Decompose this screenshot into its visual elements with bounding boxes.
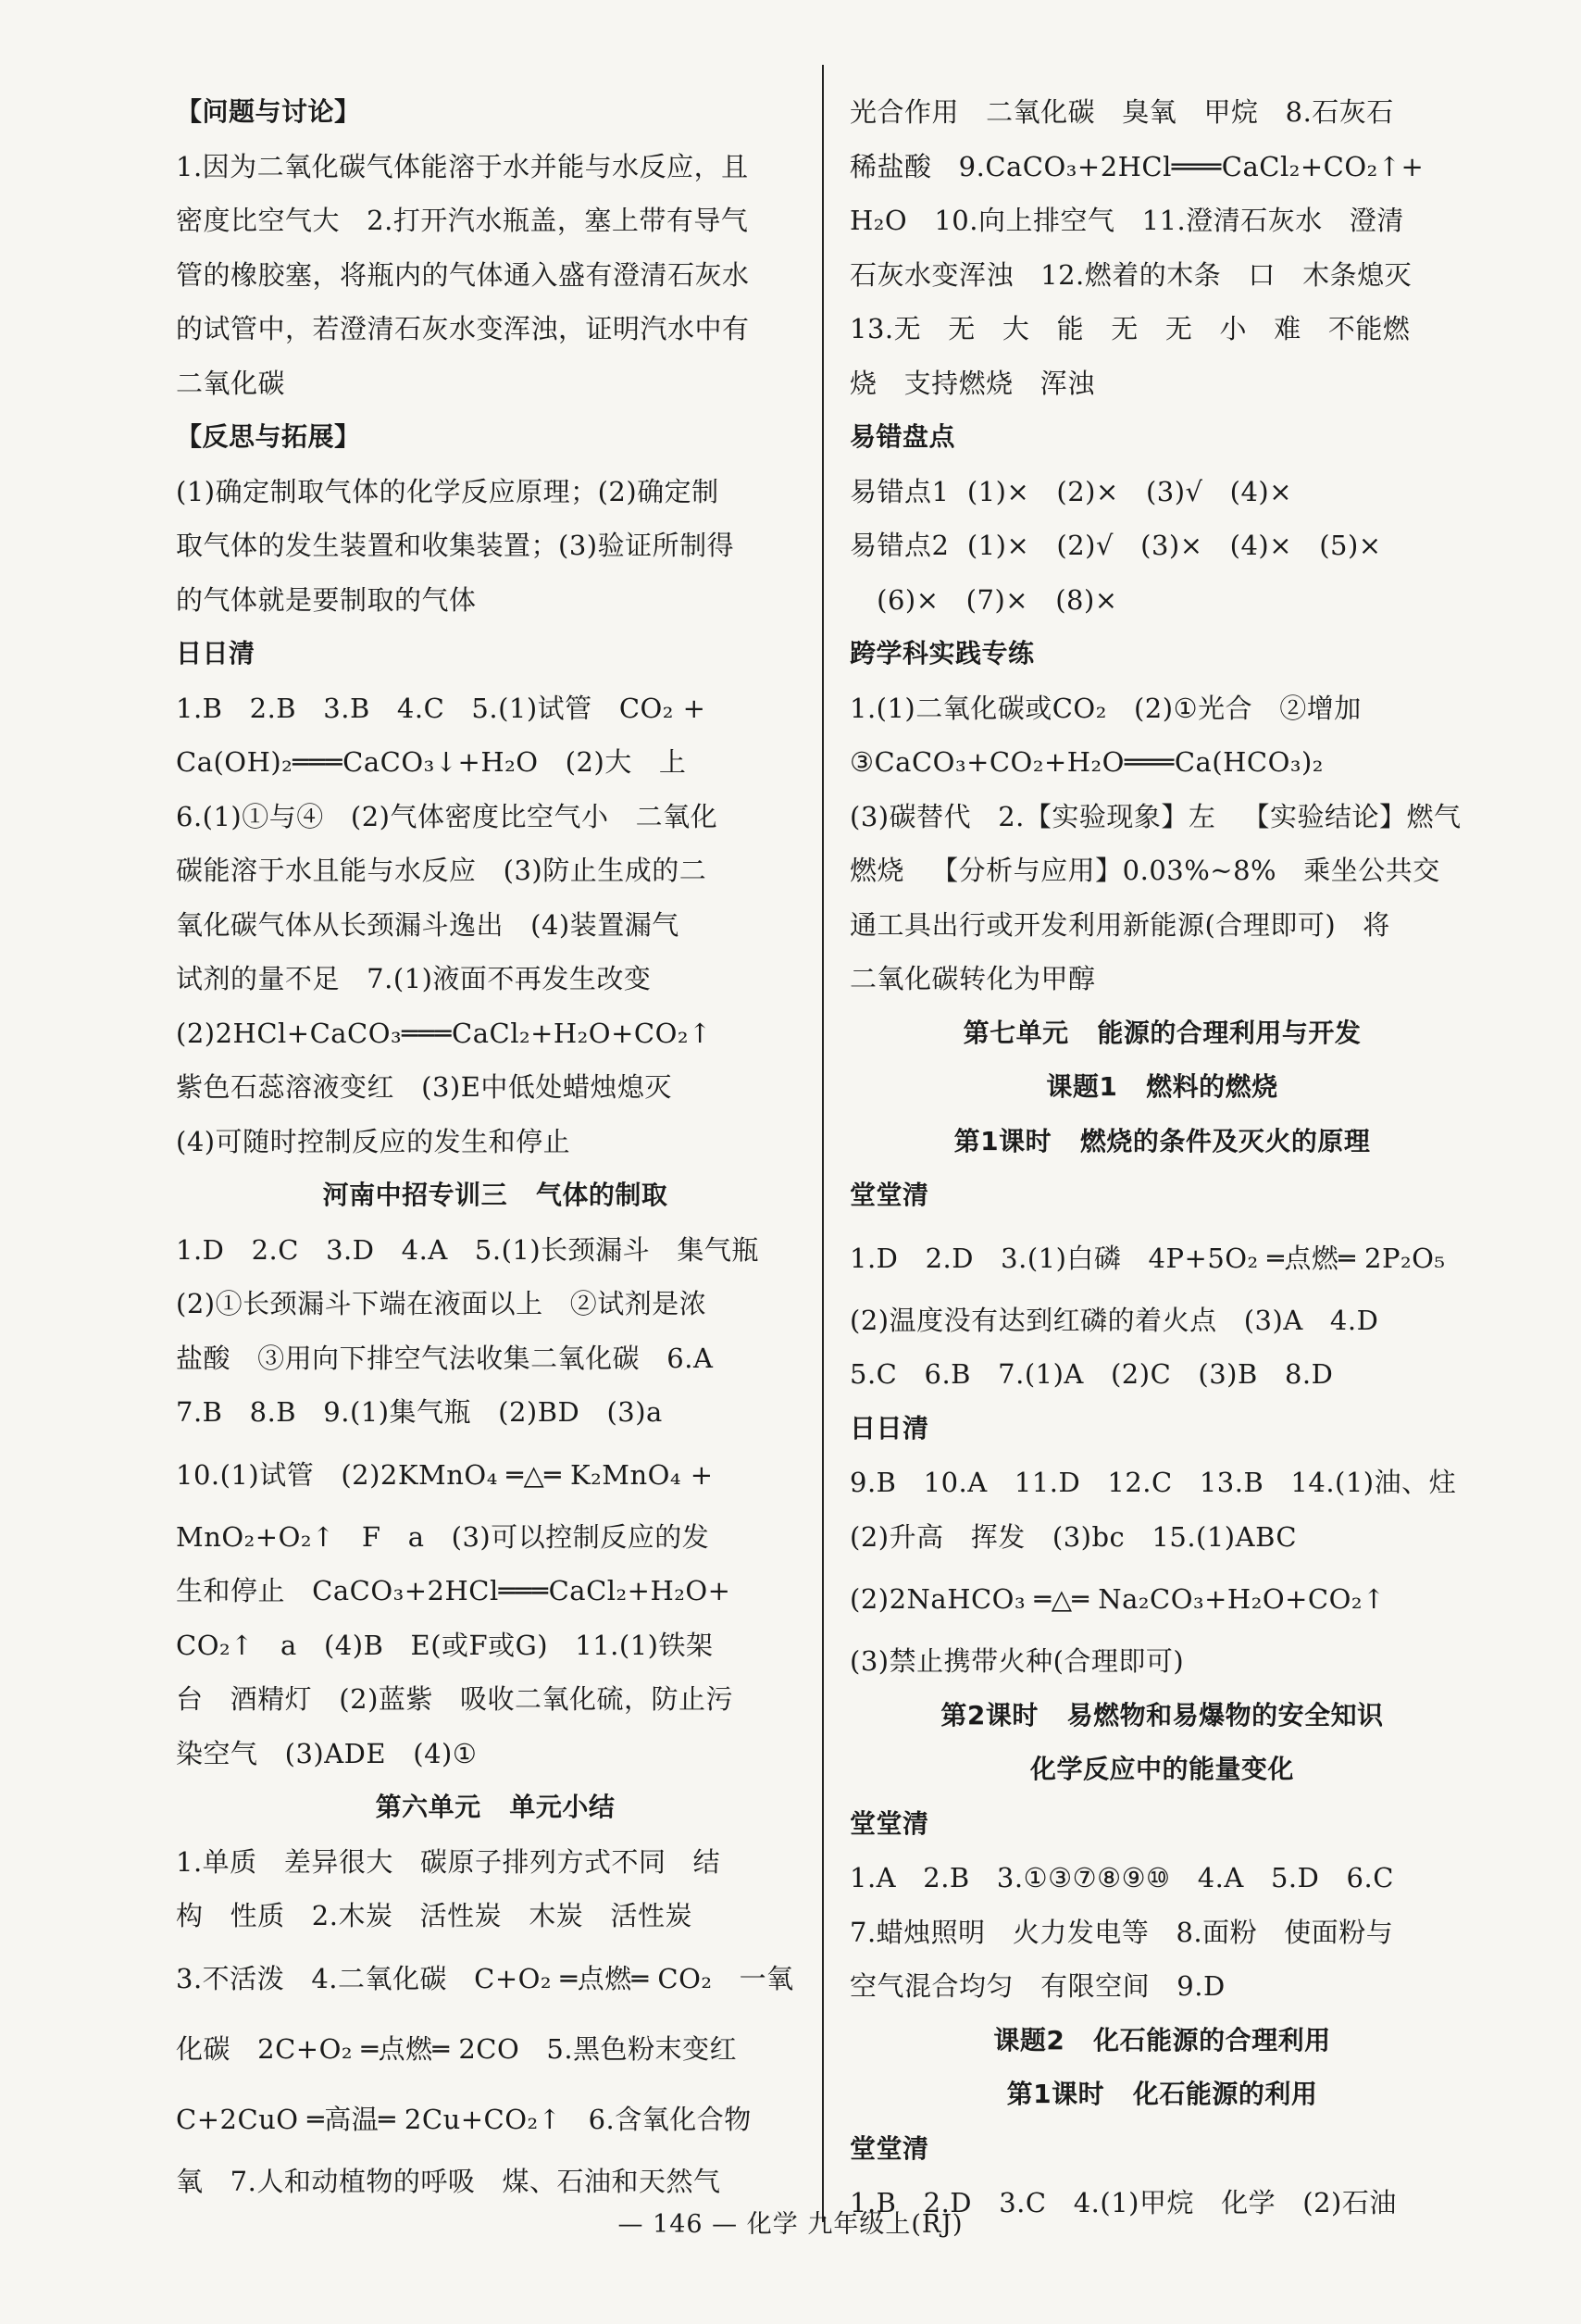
text-line: CO₂↑ a (4)B E(或F或G) 11.(1)铁架	[176, 1629, 714, 1661]
section-heading: 易错盘点	[850, 421, 956, 452]
text-line: (2)温度没有达到红磷的着火点 (3)A 4.D	[850, 1304, 1379, 1336]
text-line: 盐酸 ③用向下排空气法收集二氧化碳 6.A	[176, 1342, 714, 1374]
section-heading: 堂堂清	[850, 2132, 929, 2164]
section-heading: 第2课时 易燃物和易爆物的安全知识	[940, 1699, 1384, 1731]
section-heading: 河南中招专训三 气体的制取	[322, 1180, 668, 1210]
section-heading: 堂堂清	[850, 1180, 929, 1210]
text-line: ③CaCO₃+CO₂+H₂O═══Ca(HCO₃)₂	[850, 746, 1324, 778]
text-line: 管的橡胶塞，将瓶内的气体通入盛有澄清石灰水	[176, 258, 750, 291]
text-line: 生和停止 CaCO₃+2HCl═══CaCl₂+H₂O+	[176, 1575, 731, 1606]
text-line: 紫色石蕊溶液变红 (3)E中低处蜡烛熄灭	[176, 1071, 672, 1103]
text-line: 1.D 2.C 3.D 4.A 5.(1)长颈漏斗 集气瓶	[176, 1233, 759, 1266]
text-line: 空气混合均匀 有限空间 9.D	[850, 1970, 1226, 2002]
text-line: 烧 支持燃烧 浑浊	[850, 367, 1095, 399]
text-line: (1)确定制取气体的化学反应原理；(2)确定制	[176, 475, 719, 507]
text-line: 易错点2 (1)× (2)√ (3)× (4)× (5)×	[850, 530, 1382, 561]
text-line: (2)2NaHCO₃ ═△═ Na₂CO₃+H₂O+CO₂↑	[850, 1583, 1386, 1615]
section-heading: 第七单元 能源的合理利用与开发	[963, 1017, 1362, 1048]
text-line: 石灰水变浑浊 12.燃着的木条 口 木条熄灭	[850, 258, 1413, 291]
text-line: 7.蜡烛照明 火力发电等 8.面粉 使面粉与	[850, 1916, 1394, 1948]
text-line: 1.B 2.B 3.B 4.C 5.(1)试管 CO₂ +	[176, 692, 706, 724]
section-heading: 第1课时 化石能源的利用	[1006, 2079, 1318, 2109]
section-heading: 第1课时 燃烧的条件及灭火的原理	[953, 1125, 1371, 1156]
text-line: 6.(1)①与④ (2)气体密度比空气小 二氧化	[176, 800, 718, 832]
text-line: (3)碳替代 2.【实验现象】左 【实验结论】燃气	[850, 800, 1462, 832]
text-line: 氧化碳气体从长颈漏斗逸出 (4)装置漏气	[176, 908, 679, 941]
column-divider	[822, 65, 824, 2222]
text-line: 构 性质 2.木炭 活性炭 木炭 活性炭	[176, 1900, 692, 1931]
section-heading: 课题1 燃料的燃烧	[1046, 1071, 1278, 1102]
text-line: 氧 7.人和动植物的呼吸 煤、石油和天然气	[176, 2165, 721, 2197]
text-line: 7.B 8.B 9.(1)集气瓶 (2)BD (3)a	[176, 1396, 663, 1428]
text-line: 1.D 2.D 3.(1)白磷 4P+5O₂ ═点燃═ 2P₂O₅	[850, 1242, 1446, 1274]
text-line: (2)升高 挥发 (3)bc 15.(1)ABC	[850, 1520, 1298, 1553]
text-line: 的试管中，若澄清石灰水变浑浊，证明汽水中有	[176, 313, 750, 344]
text-line: 碳能溶于水且能与水反应 (3)防止生成的二	[176, 855, 707, 886]
text-line: C+2CuO ═高温═ 2Cu+CO₂↑ 6.含氧化合物	[176, 2103, 752, 2135]
text-line: 染空气 (3)ADE (4)①	[176, 1737, 478, 1769]
section-heading: 【问题与讨论】	[176, 96, 361, 127]
text-line: (4)可随时控制反应的发生和停止	[176, 1125, 571, 1157]
text-line: 化碳 2C+O₂ ═点燃═ 2CO 5.黑色粉末变红	[176, 2032, 738, 2065]
page-footer: — 146 — 化学 九年级上(RJ)	[617, 2210, 964, 2239]
text-line: 光合作用 二氧化碳 臭氧 甲烷 8.石灰石	[850, 96, 1394, 128]
section-heading: 跨学科实践专练	[850, 638, 1035, 668]
text-line: 易错点1 (1)× (2)× (3)√ (4)×	[850, 475, 1293, 507]
text-line: H₂O 10.向上排空气 11.澄清石灰水 澄清	[850, 205, 1404, 236]
text-line: 1.因为二氧化碳气体能溶于水并能与水反应，且	[176, 150, 749, 182]
section-heading: 堂堂清	[850, 1807, 929, 1839]
text-line: 台 酒精灯 (2)蓝紫 吸收二氧化硫，防止污	[176, 1683, 734, 1715]
text-line: (2)2HCl+CaCO₃═══CaCl₂+H₂O+CO₂↑	[176, 1017, 712, 1049]
right-column	[850, 85, 1475, 2230]
text-line: MnO₂+O₂↑ F a (3)可以控制反应的发	[176, 1520, 710, 1553]
text-line: (6)× (7)× (8)×	[850, 583, 1118, 616]
section-heading: 【反思与拓展】	[176, 421, 361, 452]
text-line: 二氧化碳	[176, 367, 286, 399]
text-line: 13.无 无 大 能 无 无 小 难 不能燃	[850, 313, 1411, 344]
text-line: 取气体的发生装置和收集装置；(3)验证所制得	[176, 530, 735, 561]
section-heading: 第六单元 单元小结	[375, 1792, 616, 1822]
text-line: 1.A 2.B 3.①③⑦⑧⑨⑩ 4.A 5.D 6.C	[850, 1862, 1394, 1893]
text-line: 稀盐酸 9.CaCO₃+2HCl═══CaCl₂+CO₂↑+	[850, 150, 1425, 182]
section-heading: 课题2 化石能源的合理利用	[993, 2024, 1331, 2055]
text-line: (3)禁止携带火种(合理即可)	[850, 1645, 1185, 1677]
text-line: 3.不活泼 4.二氧化碳 C+O₂ ═点燃═ CO₂ 一氧	[176, 1962, 794, 1994]
text-line: 的气体就是要制取的气体	[176, 583, 477, 616]
section-heading: 日日清	[850, 1412, 929, 1443]
text-line: Ca(OH)₂═══CaCO₃↓+H₂O (2)大 上	[176, 746, 687, 778]
text-line: 1.B 2.D 3.C 4.(1)甲烷 化学 (2)石油	[850, 2187, 1397, 2218]
section-heading: 化学反应中的能量变化	[1029, 1754, 1294, 1784]
text-line: 试剂的量不足 7.(1)液面不再发生改变	[176, 963, 652, 994]
left-column	[176, 85, 815, 2208]
text-line: 5.C 6.B 7.(1)A (2)C (3)B 8.D	[850, 1358, 1334, 1390]
section-heading: 日日清	[176, 638, 255, 668]
text-line: 通工具出行或开发利用新能源(合理即可) 将	[850, 908, 1390, 941]
text-line: 燃烧 【分析与应用】0.03%~8% 乘坐公共交	[850, 855, 1440, 886]
text-line: (2)①长颈漏斗下端在液面以上 ②试剂是浓	[176, 1288, 707, 1319]
text-line: 9.B 10.A 11.D 12.C 13.B 14.(1)油、炷	[850, 1467, 1457, 1498]
text-line: 10.(1)试管 (2)2KMnO₄ ═△═ K₂MnO₄ +	[176, 1458, 714, 1491]
text-line: 二氧化碳转化为甲醇	[850, 963, 1096, 994]
text-line: 1.单质 差异很大 碳原子排列方式不同 结	[176, 1845, 721, 1878]
text-line: 1.(1)二氧化碳或CO₂ (2)①光合 ②增加	[850, 692, 1362, 724]
text-line: 密度比空气大 2.打开汽水瓶盖，塞上带有导气	[176, 205, 749, 236]
